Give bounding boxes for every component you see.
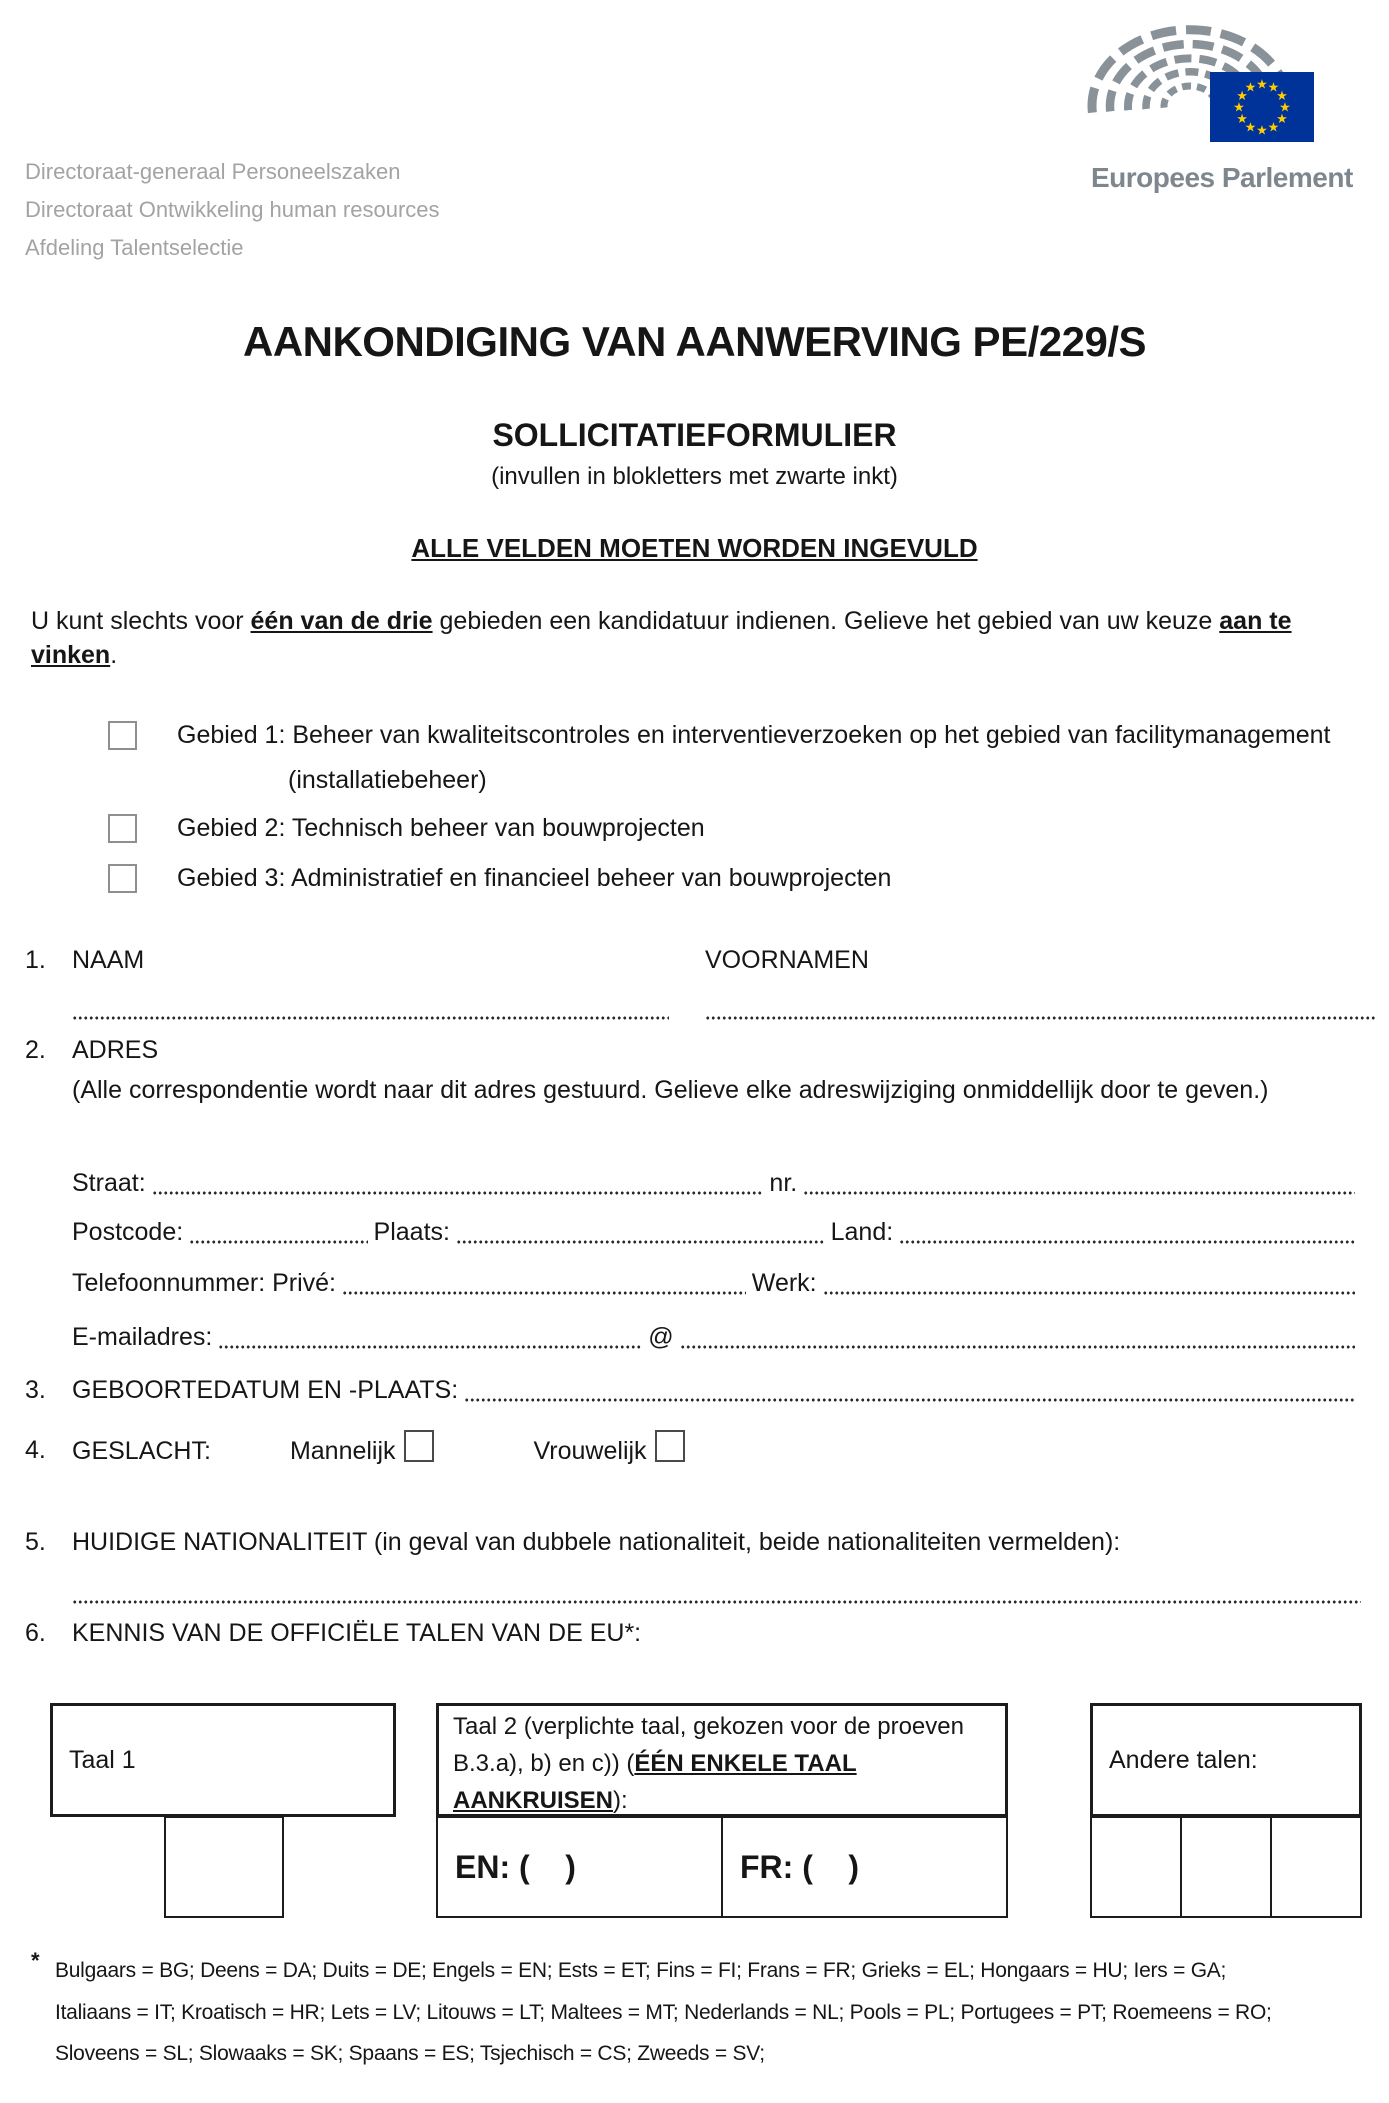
svg-text:★: ★ (1244, 79, 1257, 95)
taal2-line-1: Taal 2 (verplichte taal, gekozen voor de proeven (453, 1713, 964, 1740)
svg-text:★: ★ (1267, 79, 1280, 95)
european-parliament-logo (1075, 20, 1387, 198)
street-row (72, 1166, 1361, 1200)
street-nr-fill-line[interactable] (803, 1166, 1355, 1200)
department-line-2: Directoraat Ontwikkeling human resources (25, 197, 440, 222)
postcode-fill-line[interactable] (189, 1215, 367, 1249)
footnote-line-2: Italiaans = IT; Kroatisch = HR; Lets = LV; Litouws = LT; Maltees = MT; Nederlands = NL; Pools = PL; Portugees = PT; Roemeens = RO; (55, 2000, 1272, 2024)
postcode-row (72, 1215, 1361, 1249)
gebied-3-checkbox[interactable] (108, 864, 137, 893)
naam-fill-line[interactable] (72, 1010, 669, 1020)
voornamen-fill-line[interactable] (705, 1010, 1375, 1020)
other-language-cell-3[interactable] (1272, 1818, 1360, 1916)
gebied-1-label: Gebied 1: Beheer van kwaliteitscontroles en interventieverzoeken op het gebied van facilitymanagement (177, 720, 1331, 749)
taal2-line-2: B.3.a), b) en c)) (ÉÉN ENKELE TAAL (453, 1750, 857, 1777)
q6-label: KENNIS VAN DE OFFICIËLE TALEN VAN DE EU*: (72, 1619, 642, 1647)
intro-line-2: vinken. (31, 641, 118, 669)
other-languages-cells (1090, 1816, 1362, 1918)
department-header (25, 153, 440, 267)
birth-fill-line[interactable] (464, 1373, 1355, 1407)
email-local-fill-line[interactable] (218, 1320, 642, 1354)
birth-row (25, 1373, 1361, 1407)
department-line-3: Afdeling Talentselectie (25, 235, 244, 260)
male-label: Mannelijk (289, 1436, 396, 1465)
taal1-label: Taal 1 (69, 1745, 136, 1774)
email-label: E-mailadres: (72, 1323, 213, 1351)
q2-note: (Alle correspondentie wordt naar dit adres gestuurd. Gelieve elke adreswijziging onmiddellijk door te geven.) (72, 1076, 1269, 1104)
area-1-row (108, 718, 1330, 752)
svg-text:★: ★ (1244, 119, 1257, 135)
gebied-2-checkbox[interactable] (108, 814, 137, 843)
form-title: SOLLICITATIEFORMULIER (492, 417, 897, 453)
gebied-1-checkbox[interactable] (108, 721, 137, 750)
taal2-option-en-cell[interactable]: EN: ( ) (438, 1818, 723, 1916)
q4-label: GESLACHT: (72, 1436, 211, 1465)
svg-text:★: ★ (1236, 88, 1248, 103)
phone-private-label: Telefoonnummer: Privé: (72, 1269, 337, 1297)
svg-text:★: ★ (1233, 99, 1245, 115)
country-fill-line[interactable] (899, 1215, 1355, 1249)
place-label: Plaats: (373, 1218, 450, 1246)
intro-line-1: U kunt slechts voor één van de drie gebieden een kandidatuur indienen. Gelieve het gebied van uw keuze aan te (31, 607, 1292, 635)
nationality-fill-line[interactable] (72, 1594, 1361, 1604)
footnote-marker: * (31, 1948, 40, 1973)
q5-number: 5. (25, 1528, 46, 1556)
logo-caption: Europees Parlement (1091, 162, 1353, 193)
street-label: Straat: (72, 1169, 146, 1197)
q1-number: 1. (25, 946, 46, 974)
place-fill-line[interactable] (456, 1215, 825, 1249)
email-domain-fill-line[interactable] (680, 1320, 1355, 1354)
taal1-input-cell[interactable] (164, 1816, 284, 1918)
taal2-line-3: AANKRUISEN): (453, 1787, 628, 1814)
q2-number: 2. (25, 1036, 46, 1064)
footnote-line-1: Bulgaars = BG; Deens = DA; Duits = DE; Engels = EN; Ests = ET; Fins = FI; Frans = FR; Grieks = EL; Hongaars = HU; Iers = GA; (55, 1959, 1227, 1982)
parliament-hemicycle-icon (1075, 20, 1375, 160)
svg-text:★: ★ (1279, 99, 1291, 115)
other-language-cell-2[interactable] (1182, 1818, 1272, 1916)
street-nr-label: nr. (769, 1169, 798, 1197)
gebied-3-label: Gebied 3: Administratief en financieel beheer van bouwprojecten (177, 863, 892, 892)
svg-text:★: ★ (1256, 122, 1268, 138)
form-title-note: (invullen in blokletters met zwarte inkt) (491, 463, 898, 490)
all-fields-notice: ALLE VELDEN MOETEN WORDEN INGEVULD (411, 533, 978, 563)
svg-text:★: ★ (1276, 111, 1288, 126)
q1-name-label: NAAM (72, 946, 145, 974)
other-language-cell-1[interactable] (1092, 1818, 1182, 1916)
footnote-line-3: Sloveens = SL; Slowaaks = SK; Spaans = ES; Tsjechisch = CS; Zweeds = SV; (55, 2042, 765, 2065)
q3-label: GEBOORTEDATUM EN -PLAATS: (72, 1376, 459, 1404)
postcode-label: Postcode: (72, 1218, 184, 1246)
svg-text:★: ★ (1267, 119, 1280, 135)
female-label: Vrouwelijk (533, 1436, 647, 1465)
gebied-2-label: Gebied 2: Technisch beheer van bouwprojecten (177, 813, 705, 842)
language-table (0, 1700, 1389, 1930)
taal2-option-fr-cell[interactable]: FR: ( ) (740, 1848, 860, 1885)
phone-row (72, 1266, 1361, 1300)
gebied-1-sublabel: (installatiebeheer) (288, 766, 487, 794)
phone-private-fill-line[interactable] (342, 1266, 746, 1300)
footnote (55, 1950, 1272, 2075)
area-2-row (108, 811, 705, 845)
area-3-row (108, 861, 891, 895)
page-title: AANKONDIGING VAN AANWERVING PE/229/S (242, 318, 1147, 365)
svg-text:★: ★ (1236, 111, 1248, 126)
q5-label: HUIDIGE NATIONALITEIT (in geval van dubbele nationaliteit, beide nationaliteiten vermelden): (72, 1528, 1121, 1556)
q1-firstnames-label: VOORNAMEN (705, 946, 869, 974)
taal2-header-cell (436, 1703, 1008, 1817)
female-checkbox[interactable] (655, 1430, 685, 1462)
other-languages-label: Andere talen: (1109, 1745, 1258, 1774)
phone-work-label: Werk: (751, 1269, 817, 1297)
q6-number: 6. (25, 1619, 46, 1647)
q3-number: 3. (25, 1376, 46, 1404)
taal1-header-cell (50, 1703, 396, 1817)
email-at-sign: @ (648, 1323, 674, 1351)
street-fill-line[interactable] (152, 1166, 764, 1200)
country-label: Land: (830, 1218, 894, 1246)
svg-text:★: ★ (1276, 88, 1288, 103)
intro-paragraph (31, 604, 1376, 672)
phone-work-fill-line[interactable] (823, 1266, 1355, 1300)
q2-label: ADRES (72, 1036, 159, 1064)
taal2-options-row (436, 1816, 1008, 1918)
department-line-1: Directoraat-generaal Personeelszaken (25, 159, 401, 184)
eu-flag-icon (1210, 72, 1314, 142)
svg-text:★: ★ (1256, 76, 1268, 92)
email-row (72, 1320, 1361, 1354)
male-checkbox[interactable] (404, 1430, 434, 1462)
gender-row (72, 1434, 685, 1468)
q4-number: 4. (25, 1436, 46, 1464)
other-languages-header-cell (1090, 1703, 1362, 1817)
